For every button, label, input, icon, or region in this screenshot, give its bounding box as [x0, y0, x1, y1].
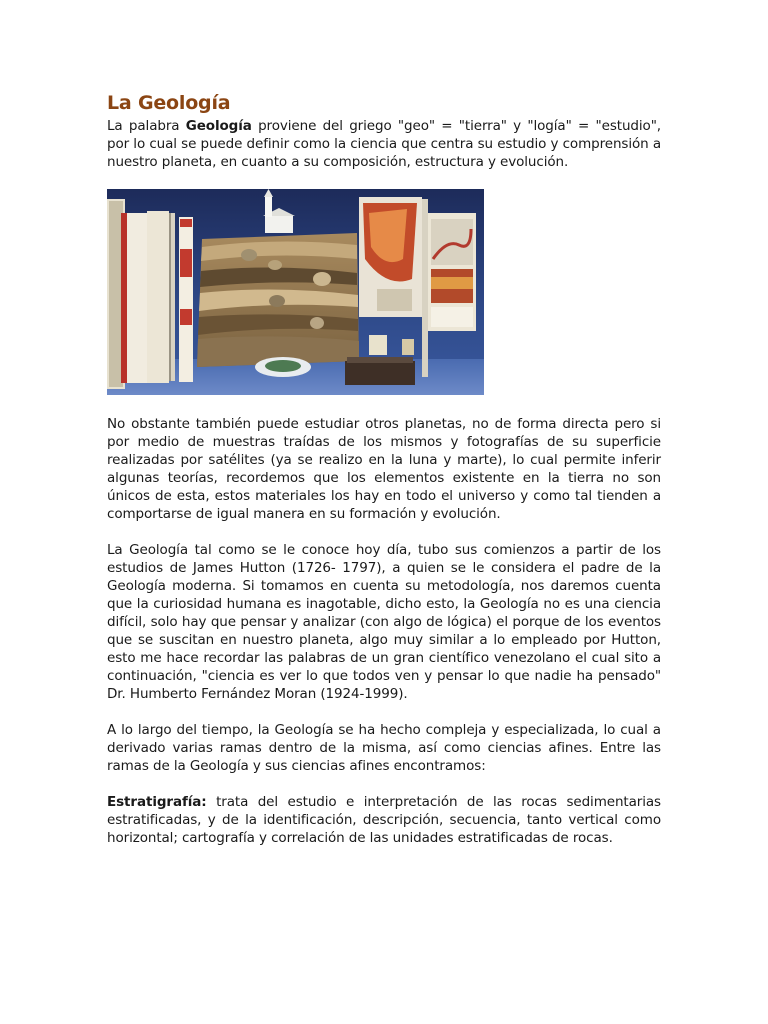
intro-pre: La palabra [107, 118, 186, 134]
document-title: La Geología [107, 92, 231, 114]
document-page [107, 90, 661, 847]
intro-paragraph [107, 117, 661, 171]
paragraph-branches: A lo largo del tiempo, la Geología se ha hecho compleja y especializada, lo cual a derivado varias ramas dentro de la misma, así como ciencias afines. Entre las ramas de la Geología y sus ciencias afines encontramos: [107, 722, 661, 774]
intro-bold-term: Geología [185, 118, 252, 134]
geology-exhibit-photo [107, 189, 484, 395]
paragraph-estratigrafia [107, 793, 661, 847]
estratigrafia-definition: trata del estudio e interpretación de las rocas sedimentarias estratificadas, y de la identificación, descripción, secuencia, tanto vertical como horizontal; cartografía y correlación de las unidades estratificadas de rocas. [107, 794, 661, 846]
paragraph-hutton: La Geología tal como se le conoce hoy día, tubo sus comienzos a partir de los estudios de James Hutton (1726- 1797), a quien se le considera el padre de la Geología moderna. Si tomamos en cuenta su metodología, nos daremos cuenta que la curiosidad humana es inagotable, dicho esto, la Geología no es una ciencia difícil, solo hay que pensar y analizar (con algo de lógica) el porque de los eventos que se suscitan en nuestro planeta, algo muy similar a lo empleado por Hutton, esto me hace recordar las palabras de un gran científico venezolano el cual sito a continuación, "ciencia es ver lo que todos ven y pensar lo que nadie ha pensado" Dr. Humberto Fernández Moran (1924-1999). [107, 542, 661, 702]
estratigrafia-term: Estratigrafía: [107, 794, 207, 810]
intro-post: proviene del griego "geo" = "tierra" y "logía" = "estudio", por lo cual se puede definir como la ciencia que centra su estudio y comprensión a nuestro planeta, en cuanto a su composición, estructura y evolución. [107, 118, 661, 170]
paragraph-other-planets: No obstante también puede estudiar otros planetas, no de forma directa pero si por medio de muestras traídas de los mismos y fotografías de su superficie realizadas por satélites (ya se realizo en la luna y marte), lo cual permite inferir algunas teorías, recordemos que los elementos existente en la tierra no son únicos de esta, estos materiales los hay en todo el universo y como tal tienden a comportarse de igual manera en su formación y evolución. [107, 416, 661, 522]
